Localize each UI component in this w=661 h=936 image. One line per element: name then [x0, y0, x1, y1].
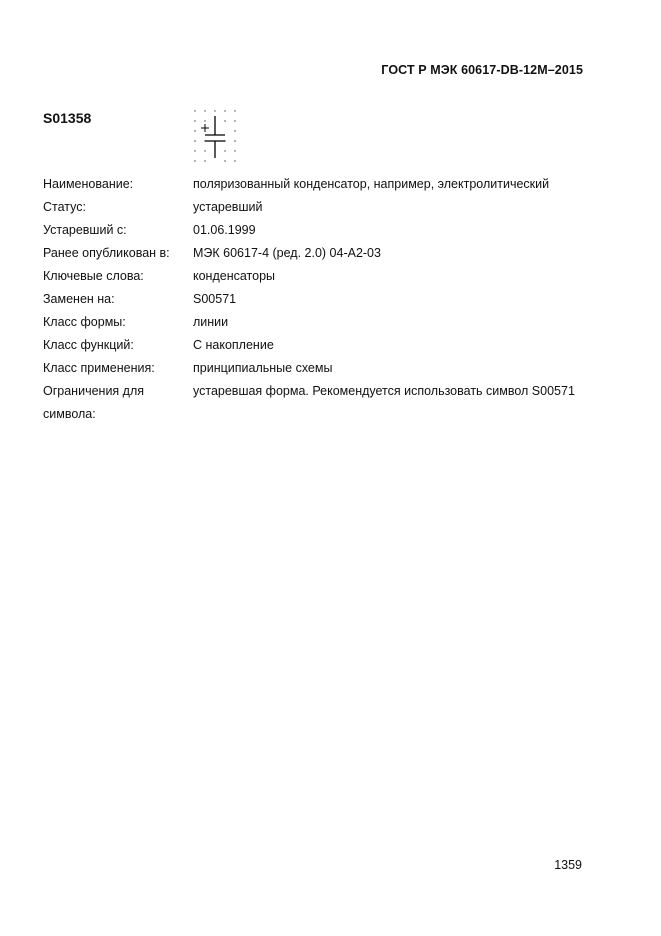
property-label: Устаревший с:	[43, 223, 127, 237]
standard-header: ГОСТ Р МЭК 60617-DB-12M–2015	[381, 63, 583, 77]
property-row-shape-class	[43, 311, 603, 334]
property-row-name	[43, 173, 603, 196]
capacitor-lines	[205, 116, 225, 158]
property-label: Наименование:	[43, 177, 134, 191]
symbol-properties	[43, 173, 603, 426]
property-row-application-class	[43, 357, 603, 380]
property-value: устаревшая форма. Рекомендуется использовать символ S00571	[193, 384, 575, 398]
property-row-replaced-by	[43, 288, 603, 311]
property-row-status	[43, 196, 603, 219]
property-value: линии	[193, 315, 229, 329]
property-value: принципиальные схемы	[193, 361, 333, 375]
property-value: конденсаторы	[193, 269, 276, 283]
property-label: Ключевые слова:	[43, 269, 144, 283]
property-row-keywords	[43, 265, 603, 288]
polarized-capacitor-icon	[193, 108, 245, 168]
property-label: Статус:	[43, 200, 86, 214]
property-value: S00571	[193, 292, 237, 306]
property-label: Заменен на:	[43, 292, 115, 306]
property-value: поляризованный конденсатор, например, электролитический	[193, 177, 550, 191]
property-row-previously-published	[43, 242, 603, 265]
property-label: Ограничения для символа:	[43, 384, 145, 421]
property-label: Класс применения:	[43, 361, 155, 375]
property-row-symbol-restrictions	[43, 380, 603, 426]
property-row-obsolete-since	[43, 219, 603, 242]
property-value: устаревший	[193, 200, 263, 214]
property-label: Ранее опубликован в:	[43, 246, 170, 260]
property-value: МЭК 60617-4 (ред. 2.0) 04-A2-03	[193, 246, 381, 260]
plus-sign	[201, 124, 209, 132]
property-value: 01.06.1999	[193, 223, 256, 237]
page-number: 1359	[554, 858, 582, 872]
property-label: Класс функций:	[43, 338, 134, 352]
symbol-code: S01358	[43, 110, 92, 126]
property-label: Класс формы:	[43, 315, 126, 329]
property-row-function-class	[43, 334, 603, 357]
property-value: С накопление	[193, 338, 274, 352]
